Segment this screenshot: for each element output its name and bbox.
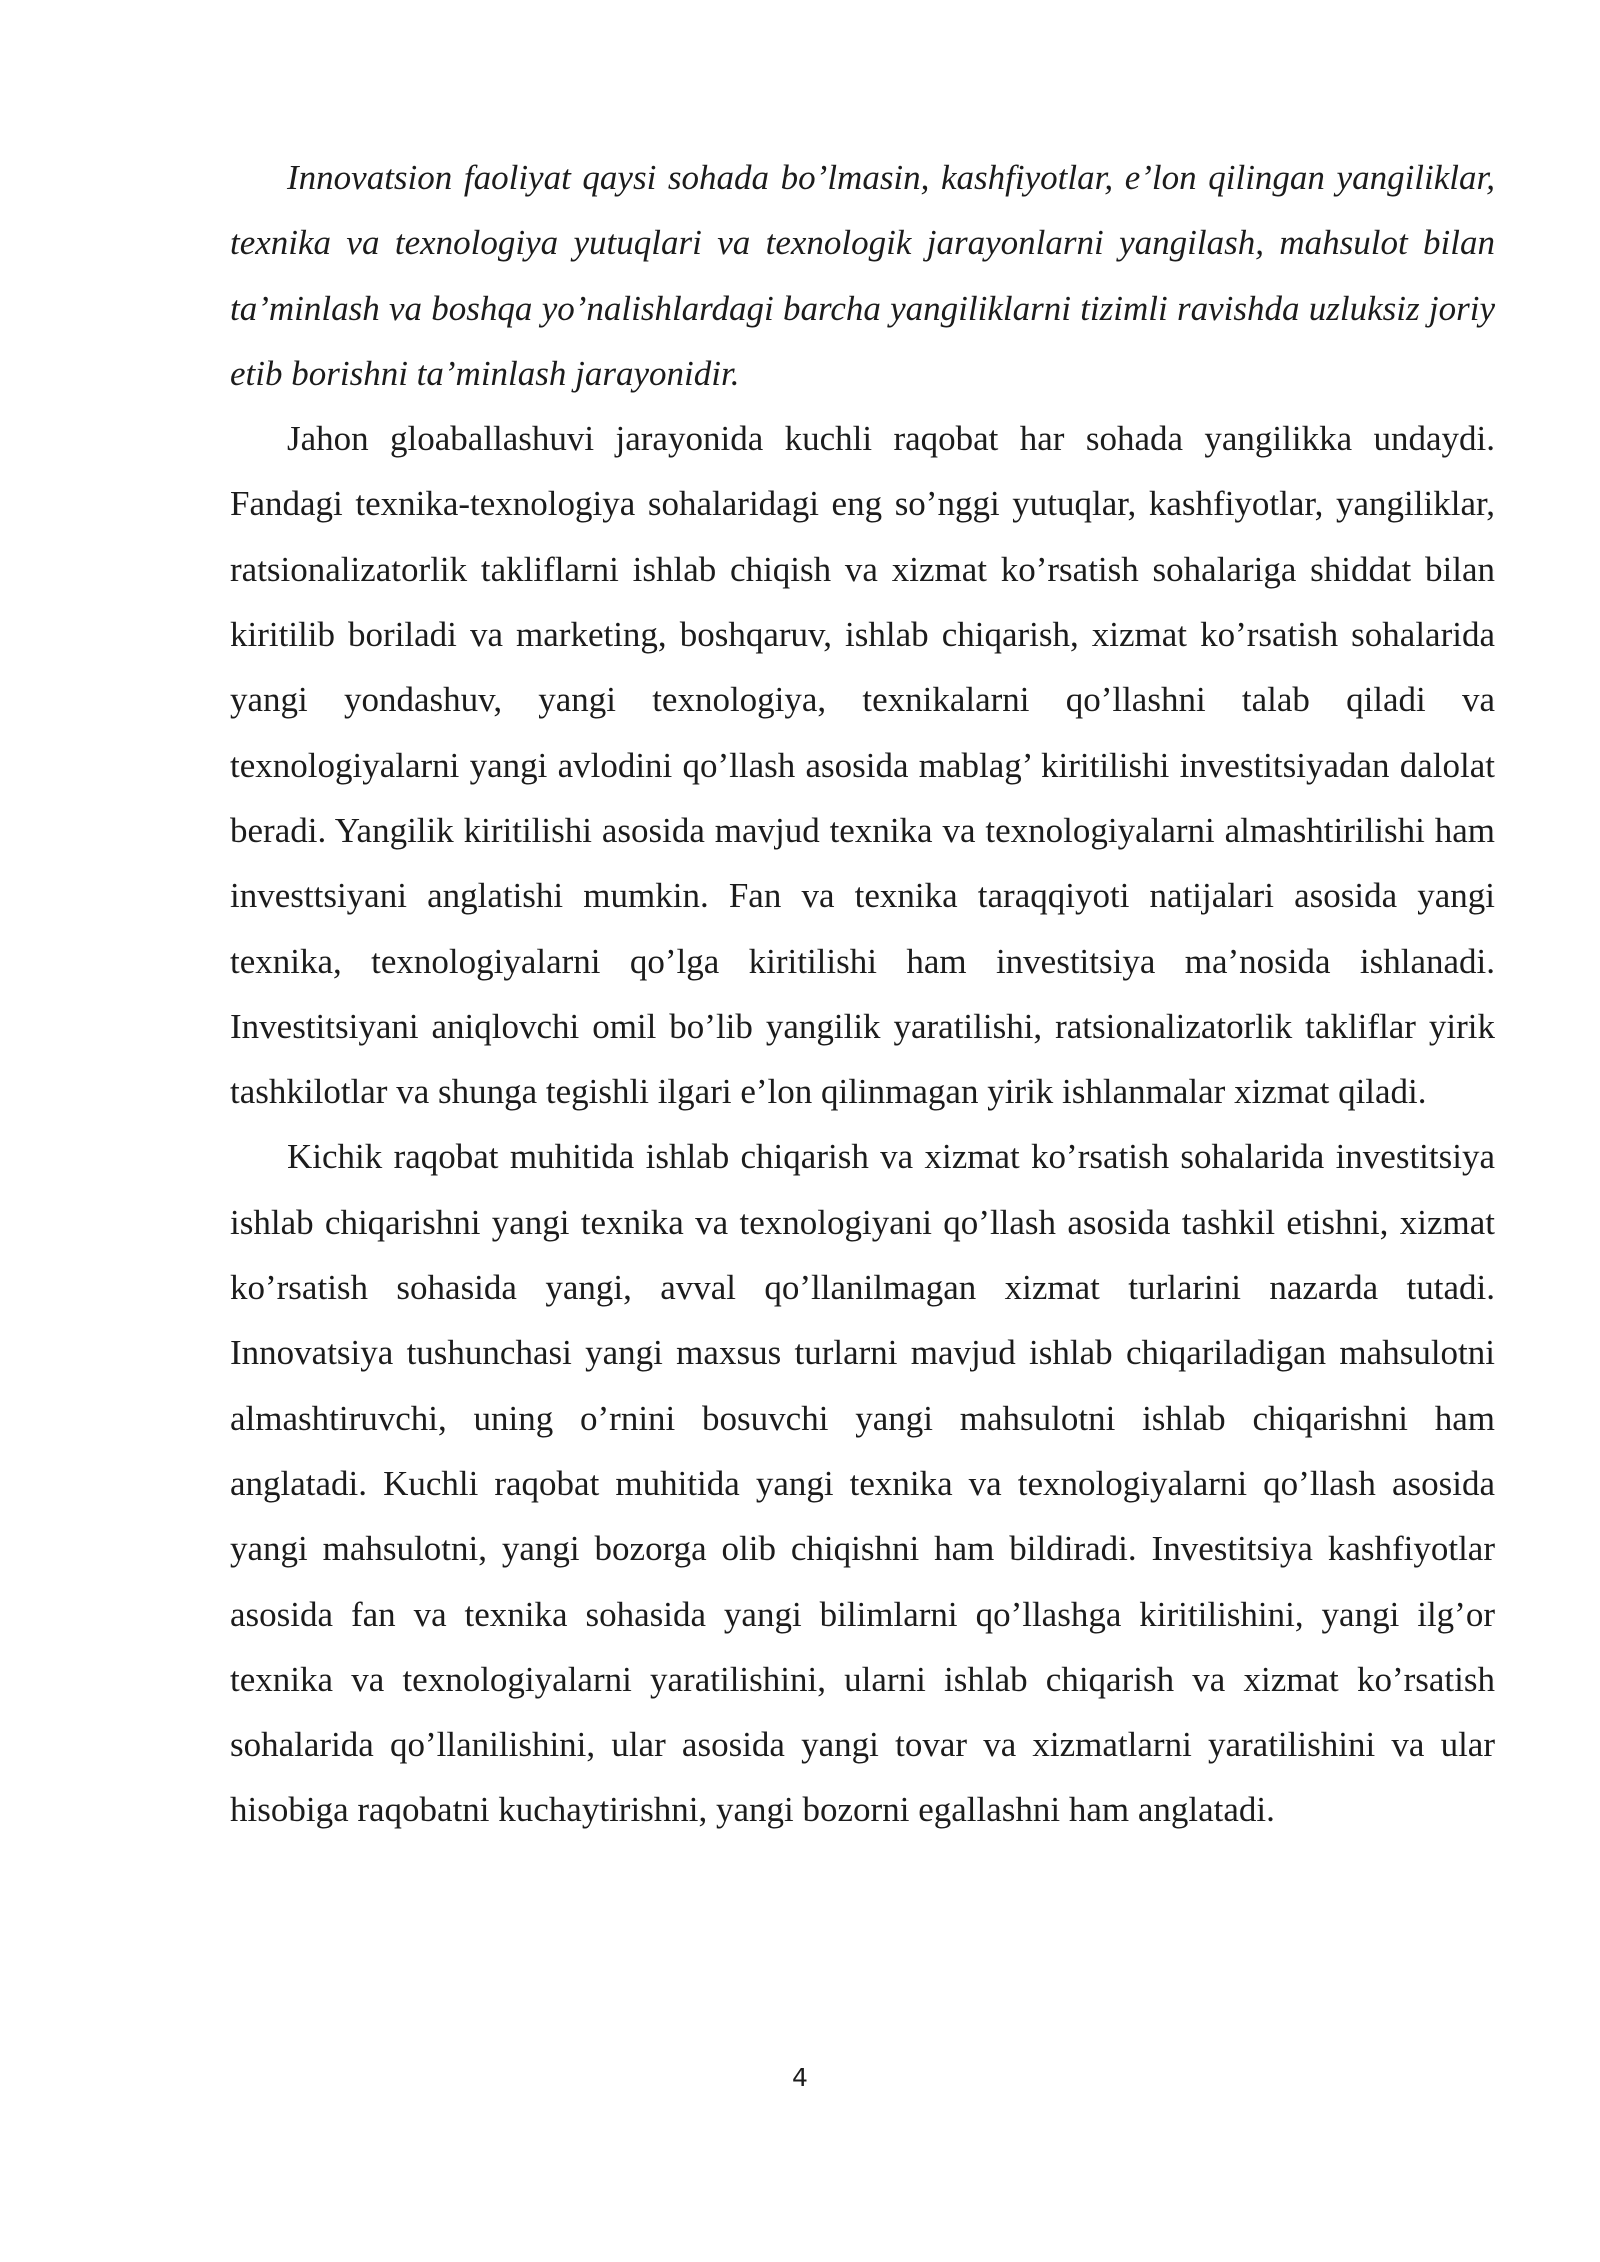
paragraph-competition: Kichik raqobat muhitida ishlab chiqarish va xizmat ko’rsatish sohalarida investitsiya ishlab chiqarishni yangi texnika va texnologiyani qo’llash asosida tashkil etishni, xizmat ko’rsatish sohasida yangi, avval qo’llanilmagan xizmat turlarini nazarda tutadi. Innovatsiya tushunchasi yangi maxsus turlarni mavjud ishlab chiqariladigan mahsulotni almashtiruvchi, uning o’rnini bosuvchi yangi mahsulotni ishlab chiqarishni ham anglatadi. Kuchli raqobat muhitida yangi texnika va texnologiyalarni qo’llash asosida yangi mahsulotni, yangi bozorga olib chiqishni ham bildiradi. Investitsiya kashfiyotlar asosida fan va texnika sohasida yangi bilimlarni qo’llashga kiritilishini, yangi ilg’or texnika va texnologiyalarni yaratilishini, ularni ishlab chiqarish va xizmat ko’rsatish sohalarida qo’llanilishini, ular asosida yangi tovar va xizmatlarni yaratilishini va ular hisobiga raqobatni kuchaytirishni, yangi bozorni egallashni ham anglatadi. bbox=[230, 1137, 1495, 1830]
paragraph-globalization: Jahon gloaballashuvi jarayonida kuchli raqobat har sohada yangilikka undaydi. Fandagi texnika-texnologiya sohalaridagi eng so’nggi yutuqlar, kashfiyotlar, yangiliklar, ratsionalizatorlik takliflarni ishlab chiqish va xizmat ko’rsatish sohalariga shiddat bilan kiritilib boriladi va marketing, boshqaruv, ishlab chiqarish, xizmat ko’rsatish sohalarida yangi yondashuv, yangi texnologiya, texnikalarni qo’llashni talab qiladi va texnologiyalarni yangi avlodini qo’llash asosida mablag’ kiritilishi investitsiyadan dalolat beradi. Yangilik kiritilishi asosida mavjud texnika va texnologiyalarni almashtirilishi ham investtsiyani anglatishi mumkin. Fan va texnika taraqqiyoti natijalari asosida yangi texnika, texnologiyalarni qo’lga kiritilishi ham investitsiya ma’nosida ishlanadi. Investitsiyani aniqlovchi omil bo’lib yangilik yaratilishi, ratsionalizatorlik takliflar yirik tashkilotlar va shunga tegishli ilgari e’lon qilinmagan yirik ishlanmalar xizmat qiladi. bbox=[230, 419, 1495, 1112]
paragraph-definition: Innovatsion faoliyat qaysi sohada bo’lmasin, kashfiyotlar, e’lon qilingan yangiliklar, texnika va texnologiya yutuqlari va texnologik jarayonlarni yangilash, mahsulot bilan ta’minlash va boshqa yo’nalishlardagi barcha yangiliklarni tizimli ravishda uzluksiz joriy etib borishni ta’minlash jarayonidir. bbox=[230, 158, 1495, 393]
body-text bbox=[230, 145, 1495, 1843]
page-number: 4 bbox=[792, 2063, 808, 2092]
